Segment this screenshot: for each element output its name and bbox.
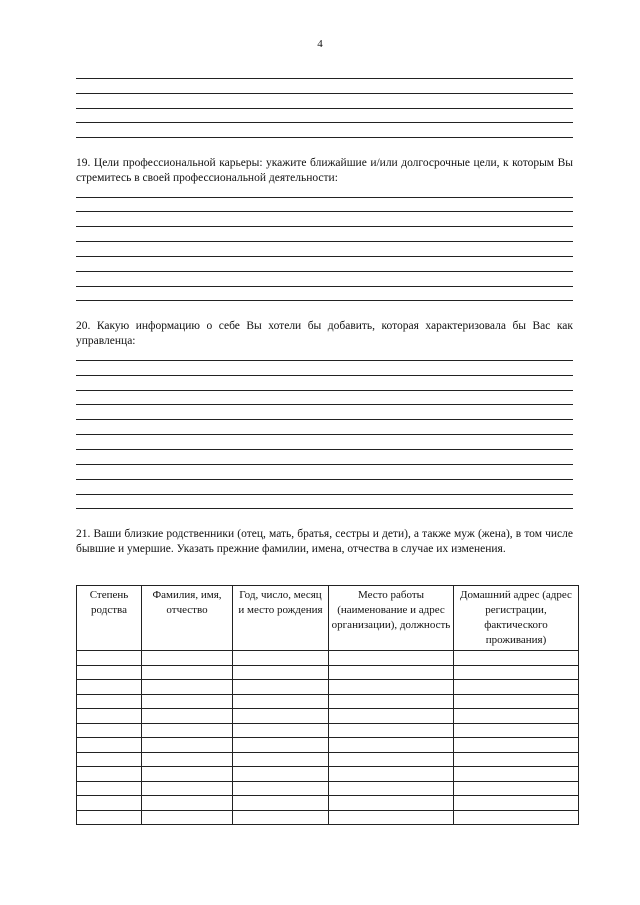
answer-line[interactable] — [76, 464, 573, 465]
table-cell[interactable] — [142, 781, 233, 796]
answer-line[interactable] — [76, 211, 573, 212]
table-cell[interactable] — [77, 694, 142, 709]
table-cell[interactable] — [77, 796, 142, 811]
table-cell[interactable] — [329, 752, 454, 767]
table-cell[interactable] — [77, 781, 142, 796]
table-cell[interactable] — [233, 738, 329, 753]
table-row — [77, 767, 579, 782]
table-cell[interactable] — [142, 723, 233, 738]
answer-line[interactable] — [76, 300, 573, 301]
answer-line[interactable] — [76, 479, 573, 480]
table-cell[interactable] — [142, 738, 233, 753]
table-cell[interactable] — [233, 665, 329, 680]
table-cell[interactable] — [233, 680, 329, 695]
question-19: 19. Цели профессиональной карьеры: укажите ближайшие и/или долгосрочные цели, к которым Вы стремитесь в своей профессиональной деятельности: — [76, 157, 573, 184]
table-row — [77, 665, 579, 680]
table-cell[interactable] — [329, 665, 454, 680]
table-cell[interactable] — [233, 709, 329, 724]
answer-line[interactable] — [76, 390, 573, 391]
table-cell[interactable] — [142, 810, 233, 825]
table-cell[interactable] — [142, 680, 233, 695]
table-row — [77, 796, 579, 811]
table-cell[interactable] — [77, 651, 142, 666]
answer-line[interactable] — [76, 93, 573, 94]
answer-line[interactable] — [76, 360, 573, 361]
table-cell[interactable] — [329, 767, 454, 782]
table-cell[interactable] — [454, 796, 579, 811]
answer-line[interactable] — [76, 137, 573, 138]
answer-line[interactable] — [76, 508, 573, 509]
table-cell[interactable] — [233, 723, 329, 738]
answer-line[interactable] — [76, 419, 573, 420]
answer-line[interactable] — [76, 404, 573, 405]
table-cell[interactable] — [329, 651, 454, 666]
table-row — [77, 781, 579, 796]
answer-line[interactable] — [76, 226, 573, 227]
table-cell[interactable] — [142, 767, 233, 782]
table-row — [77, 810, 579, 825]
table-cell[interactable] — [77, 752, 142, 767]
header-relation: Степень родства — [77, 586, 142, 651]
table-cell[interactable] — [329, 694, 454, 709]
question-21: 21. Ваши близкие родственники (отец, мать, братья, сестры и дети), а также муж (жена), в том числе бывшие и умершие. Указать прежние фамилии, имена, отчества в случае их изменения. — [76, 528, 573, 555]
table-cell[interactable] — [454, 709, 579, 724]
table-cell[interactable] — [233, 767, 329, 782]
table-cell[interactable] — [329, 709, 454, 724]
table-cell[interactable] — [454, 694, 579, 709]
answer-line[interactable] — [76, 197, 573, 198]
table-row — [77, 752, 579, 767]
header-birth: Год, число, месяц и место рождения — [233, 586, 329, 651]
page-number: 4 — [317, 38, 323, 50]
table-row — [77, 680, 579, 695]
table-cell[interactable] — [233, 810, 329, 825]
table-cell[interactable] — [329, 680, 454, 695]
table-cell[interactable] — [233, 651, 329, 666]
table-cell[interactable] — [142, 796, 233, 811]
table-cell[interactable] — [142, 752, 233, 767]
table-cell[interactable] — [77, 810, 142, 825]
table-cell[interactable] — [233, 796, 329, 811]
answer-line[interactable] — [76, 286, 573, 287]
table-cell[interactable] — [329, 738, 454, 753]
table-cell[interactable] — [329, 781, 454, 796]
table-cell[interactable] — [142, 709, 233, 724]
header-home-address: Домашний адрес (адрес регистрации, фактического проживания) — [454, 586, 579, 651]
answer-line[interactable] — [76, 375, 573, 376]
table-cell[interactable] — [454, 738, 579, 753]
answer-line[interactable] — [76, 434, 573, 435]
table-cell[interactable] — [454, 665, 579, 680]
table-cell[interactable] — [329, 810, 454, 825]
relatives-table — [76, 585, 579, 825]
table-cell[interactable] — [454, 723, 579, 738]
answer-line[interactable] — [76, 108, 573, 109]
answer-line[interactable] — [76, 449, 573, 450]
table-row — [77, 738, 579, 753]
answer-line[interactable] — [76, 241, 573, 242]
table-cell[interactable] — [142, 651, 233, 666]
table-cell[interactable] — [454, 651, 579, 666]
header-full-name: Фамилия, имя, отчество — [142, 586, 233, 651]
table-cell[interactable] — [454, 680, 579, 695]
answer-line[interactable] — [76, 122, 573, 123]
table-cell[interactable] — [77, 680, 142, 695]
table-cell[interactable] — [454, 810, 579, 825]
answer-line[interactable] — [76, 78, 573, 79]
table-cell[interactable] — [329, 723, 454, 738]
table-cell[interactable] — [454, 781, 579, 796]
table-cell[interactable] — [77, 738, 142, 753]
table-cell[interactable] — [77, 665, 142, 680]
question-20: 20. Какую информацию о себе Вы хотели бы добавить, которая характеризовала бы Вас как управленца: — [76, 320, 573, 347]
table-row — [77, 694, 579, 709]
answer-line[interactable] — [76, 271, 573, 272]
table-cell[interactable] — [233, 781, 329, 796]
answer-line[interactable] — [76, 494, 573, 495]
table-cell[interactable] — [454, 752, 579, 767]
table-cell[interactable] — [233, 752, 329, 767]
table-cell[interactable] — [329, 796, 454, 811]
table-cell[interactable] — [233, 694, 329, 709]
table-row — [77, 723, 579, 738]
answer-line[interactable] — [76, 256, 573, 257]
table-header-row — [77, 586, 579, 651]
table-row — [77, 709, 579, 724]
table-cell[interactable] — [77, 723, 142, 738]
table-row — [77, 651, 579, 666]
table-cell[interactable] — [142, 694, 233, 709]
table-cell[interactable] — [142, 665, 233, 680]
header-workplace: Место работы (наименование и адрес организации), должность — [329, 586, 454, 651]
table-cell[interactable] — [77, 709, 142, 724]
table-cell[interactable] — [454, 767, 579, 782]
table-cell[interactable] — [77, 767, 142, 782]
